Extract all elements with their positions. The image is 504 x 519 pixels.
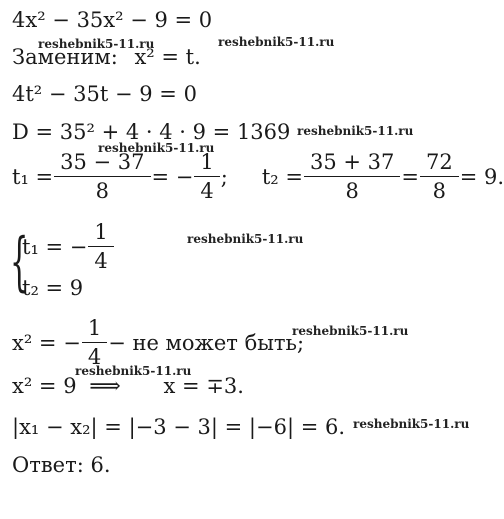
t1-fraction-2 bbox=[197, 150, 216, 203]
watermark: reshebnik5-11.ru bbox=[38, 37, 155, 51]
case-1-line bbox=[12, 316, 304, 369]
system-t1-den: 4 bbox=[88, 246, 113, 273]
t1-end: ; bbox=[220, 164, 228, 189]
absolute-difference-line: |x₁ − x₂| = |−3 − 3| = |−6| = 6. bbox=[12, 415, 346, 439]
system-t1-fraction bbox=[91, 220, 110, 273]
case-1-text: − не может быть; bbox=[108, 330, 305, 355]
t1-fraction-1-den: 8 bbox=[54, 176, 150, 203]
watermark: reshebnik5-11.ru bbox=[218, 35, 335, 49]
t1-fraction-2-num: 1 bbox=[200, 150, 214, 174]
system-line-1 bbox=[22, 220, 115, 273]
watermark: reshebnik5-11.ru bbox=[353, 417, 470, 431]
t1-fraction-2-den: 4 bbox=[194, 176, 219, 203]
t2-end: = 9. bbox=[459, 164, 504, 189]
system-t1-num: 1 bbox=[94, 220, 108, 244]
substitution-expr: x² = t. bbox=[134, 45, 201, 69]
case-1-den: 4 bbox=[82, 342, 107, 369]
case-1-fraction bbox=[85, 316, 104, 369]
t1-fraction-1 bbox=[57, 150, 147, 203]
roots-line bbox=[12, 150, 504, 203]
case-1-lhs: x² = − bbox=[12, 330, 81, 355]
discriminant-line: D = 35² + 4 · 4 · 9 = 1369 bbox=[12, 120, 291, 144]
implies-arrow: ⟹ bbox=[89, 374, 121, 399]
answer-line: Ответ: 6. bbox=[12, 453, 111, 477]
t2-fraction-2-den: 8 bbox=[420, 176, 459, 203]
t1-label: t₁ = bbox=[12, 164, 54, 189]
t2-label: t₂ = bbox=[261, 164, 303, 189]
watermark: reshebnik5-11.ru bbox=[297, 124, 414, 138]
system-brace: { bbox=[10, 225, 29, 299]
watermark: reshebnik5-11.ru bbox=[187, 232, 304, 246]
case-2-rhs: x = ∓3. bbox=[163, 374, 244, 398]
substitution-label: Заменим: bbox=[12, 45, 118, 69]
t2-fraction-2-num: 72 bbox=[426, 150, 453, 174]
t1-equals: = − bbox=[151, 164, 194, 189]
system-t1: t₁ = − bbox=[22, 234, 88, 259]
t2-fraction-1-num: 35 + 37 bbox=[310, 150, 395, 174]
watermark: reshebnik5-11.ru bbox=[75, 364, 192, 378]
system-line-2: t₂ = 9 bbox=[22, 276, 84, 300]
equation-line-1: 4x² − 35x² − 9 = 0 bbox=[12, 8, 213, 32]
case-2-lhs: x² = 9 bbox=[12, 374, 77, 398]
equation-line-2: 4t² − 35t − 9 = 0 bbox=[12, 82, 197, 106]
t2-equals: = bbox=[401, 164, 419, 189]
watermark: reshebnik5-11.ru bbox=[98, 141, 215, 155]
t1-fraction-1-num: 35 − 37 bbox=[60, 150, 145, 174]
t2-fraction-1-den: 8 bbox=[304, 176, 400, 203]
t2-fraction-1 bbox=[307, 150, 397, 203]
t2-fraction-2 bbox=[423, 150, 456, 203]
watermark: reshebnik5-11.ru bbox=[292, 324, 409, 338]
case-1-num: 1 bbox=[87, 316, 102, 340]
